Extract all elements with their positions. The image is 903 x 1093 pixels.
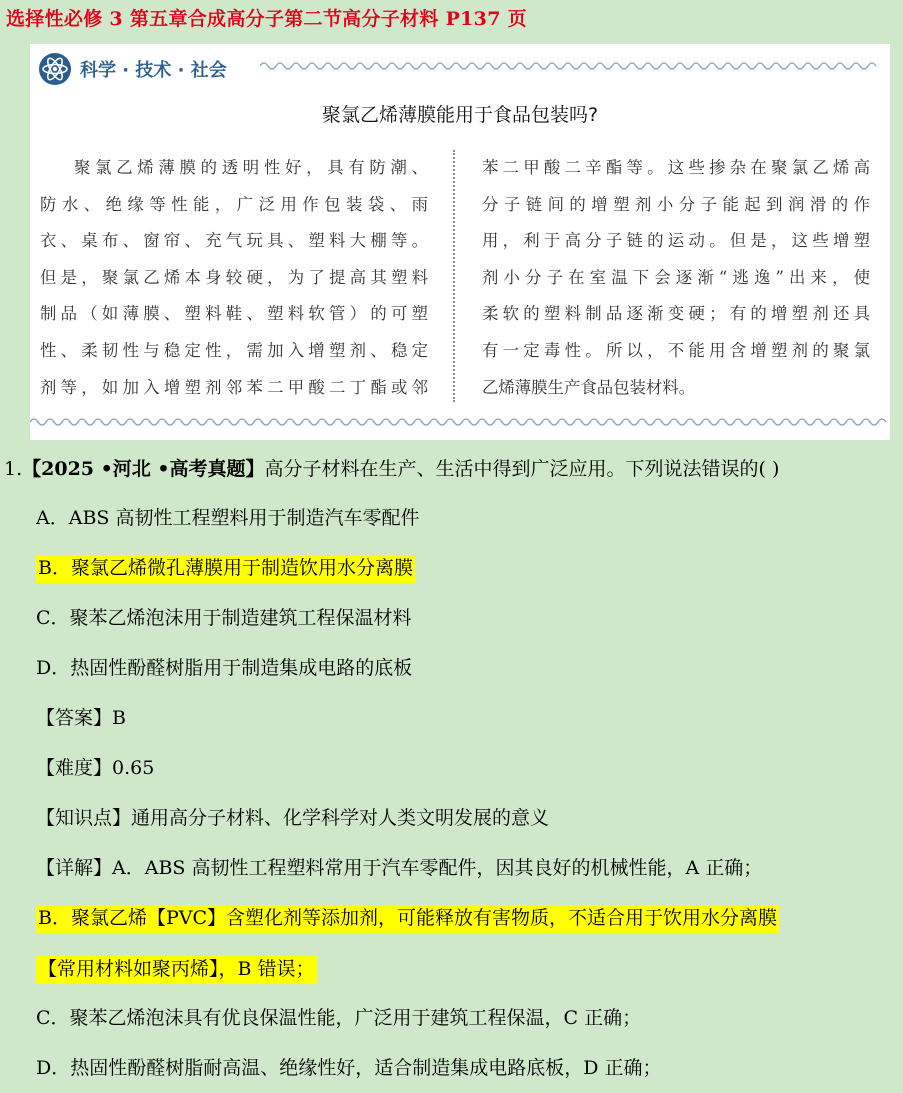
excerpt-left-column [40,150,428,406]
detail-d-line: D．热固性酚醛树脂耐高温、绝缘性好，适合制造集成电路底板，D 正确； [36,1057,662,1079]
column-divider [453,150,455,402]
excerpt-line: 有一定毒性。所以，不能用含增塑剂的聚氯 [482,340,870,360]
atom-icon [38,52,72,86]
excerpt-line: 分子链间的增塑剂小分子能起到润滑的作 [482,194,870,214]
wave-divider-bottom [30,416,890,428]
detail-a-line: 【详解】A．ABS 高韧性工程塑料常用于汽车零配件，因其良好的机械性能，A 正确； [36,857,763,879]
option-b [36,551,415,585]
question-source: 【2025 •河北 •高考真题】 [22,458,265,480]
option-d: D．热固性酚醛树脂用于制造集成电路的底板 [36,657,413,679]
excerpt-line: 防水、绝缘等性能，广泛用作包装袋、雨 [40,194,428,214]
box-title: 聚氯乙烯薄膜能用于食品包装吗? [321,104,599,126]
excerpt-line: 用，利于高分子链的运动。但是，这些增塑 [482,231,870,251]
excerpt-line: 衣、桌布、窗帘、充气玩具、塑料大棚等。 [40,231,428,251]
answer-line: 【答案】B [36,707,126,729]
excerpt-line: 聚氯乙烯薄膜的透明性好，具有防潮、 [74,158,428,177]
excerpt-line: 性、柔韧性与稳定性，需加入增塑剂、稳定 [40,340,428,360]
option-c: C．聚苯乙烯泡沫用于制造建筑工程保温材料 [36,607,412,629]
detail-b-text: B．聚氯乙烯【PVC】含塑化剂等添加剂，可能释放有害物质，不适合用于饮用水分离膜 [36,905,779,933]
question-stem [4,454,779,481]
detail-b-text-2: 【常用材料如聚丙烯】，B 错误； [36,956,317,984]
box-header [38,52,884,88]
detail-c-line: C．聚苯乙烯泡沫具有优良保温性能，广泛用于建筑工程保温，C 正确； [36,1007,642,1029]
excerpt-line: 剂小分子在室温下会逐渐“逃逸”出来，使 [482,267,870,287]
wave-divider-top [260,60,882,72]
excerpt-line: 但是，聚氯乙烯本身较硬，为了提高其塑料 [40,267,428,287]
excerpt-line: 柔软的塑料制品逐渐变硬；有的增塑剂还具 [482,304,870,324]
option-a: A．ABS 高韧性工程塑料用于制造汽车零配件 [36,507,420,529]
excerpt-line: 剂等，如加入增塑剂邻苯二甲酸二丁酯或邻 [40,377,428,397]
detail-b-line-2 [36,952,317,986]
detail-b-line [36,901,779,935]
knowledge-line: 【知识点】通用高分子材料、化学科学对人类文明发展的意义 [36,807,550,829]
question-number: 1. [4,458,23,480]
section-label: 科学 · 技术 · 社会 [80,60,227,81]
page-title: 选择性必修 3 第五章合成高分子第二节高分子材料 P137 页 [6,8,527,30]
excerpt-line: 制品（如薄膜、塑料鞋、塑料软管）的可塑 [40,304,428,324]
excerpt-right-column [482,150,870,406]
excerpt-line: 苯二甲酸二辛酯等。这些掺杂在聚氯乙烯高 [482,158,870,177]
excerpt-line: 乙烯薄膜生产食品包装材料。 [482,377,696,397]
option-b-text: B．聚氯乙烯微孔薄膜用于制造饮用水分离膜 [36,555,415,583]
difficulty-line: 【难度】0.65 [36,757,155,779]
textbook-excerpt-box [30,44,890,440]
question-text: 高分子材料在生产、生活中得到广泛应用。下列说法错误的( ) [264,458,780,480]
